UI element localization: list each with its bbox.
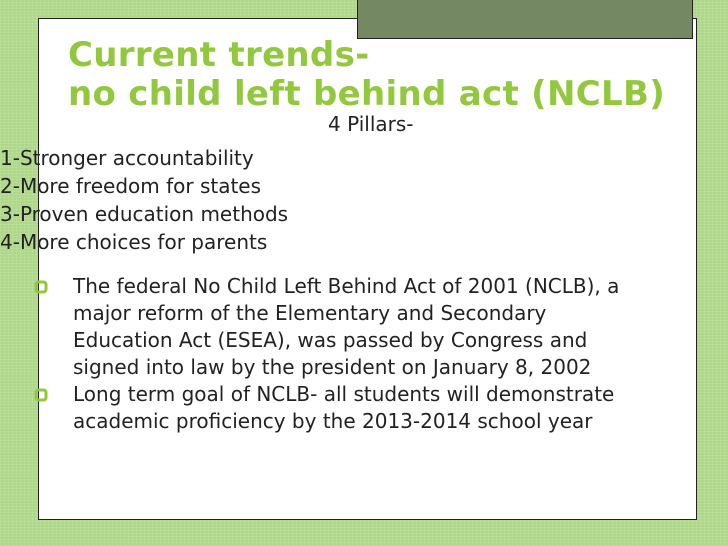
bullet-item xyxy=(0,381,640,435)
pillar-item: 1-Stronger accountability xyxy=(0,146,254,170)
bullet-list xyxy=(0,273,640,435)
hollow-square-bullet-icon xyxy=(34,388,48,402)
pillar-item: 3-Proven education methods xyxy=(0,202,289,226)
slide-title-line-1: Current trends- xyxy=(68,35,370,75)
slide-title xyxy=(68,36,665,114)
slide-title-line-2: no child left behind act (NCLB) xyxy=(68,74,666,114)
bullet-text: The federal No Child Left Behind Act of 2001 (NCLB), a major reform of the Elementary and Secondary Education Act (ESEA), was passed by Congress and signed into law by the president on January 8, 2002 xyxy=(73,274,620,379)
bullet-text: Long term goal of NCLB- all students will demonstrate academic proficiency by the 2013-2014 school year xyxy=(73,382,615,433)
pillars-heading: 4 Pillars- xyxy=(328,112,414,136)
corner-accent-box xyxy=(357,0,693,39)
pillar-list xyxy=(0,144,288,256)
pillar-item: 2-More freedom for states xyxy=(0,174,262,198)
bullet-item xyxy=(0,273,640,381)
hollow-square-bullet-icon xyxy=(34,280,48,294)
pillar-item: 4-More choices for parents xyxy=(0,230,268,254)
